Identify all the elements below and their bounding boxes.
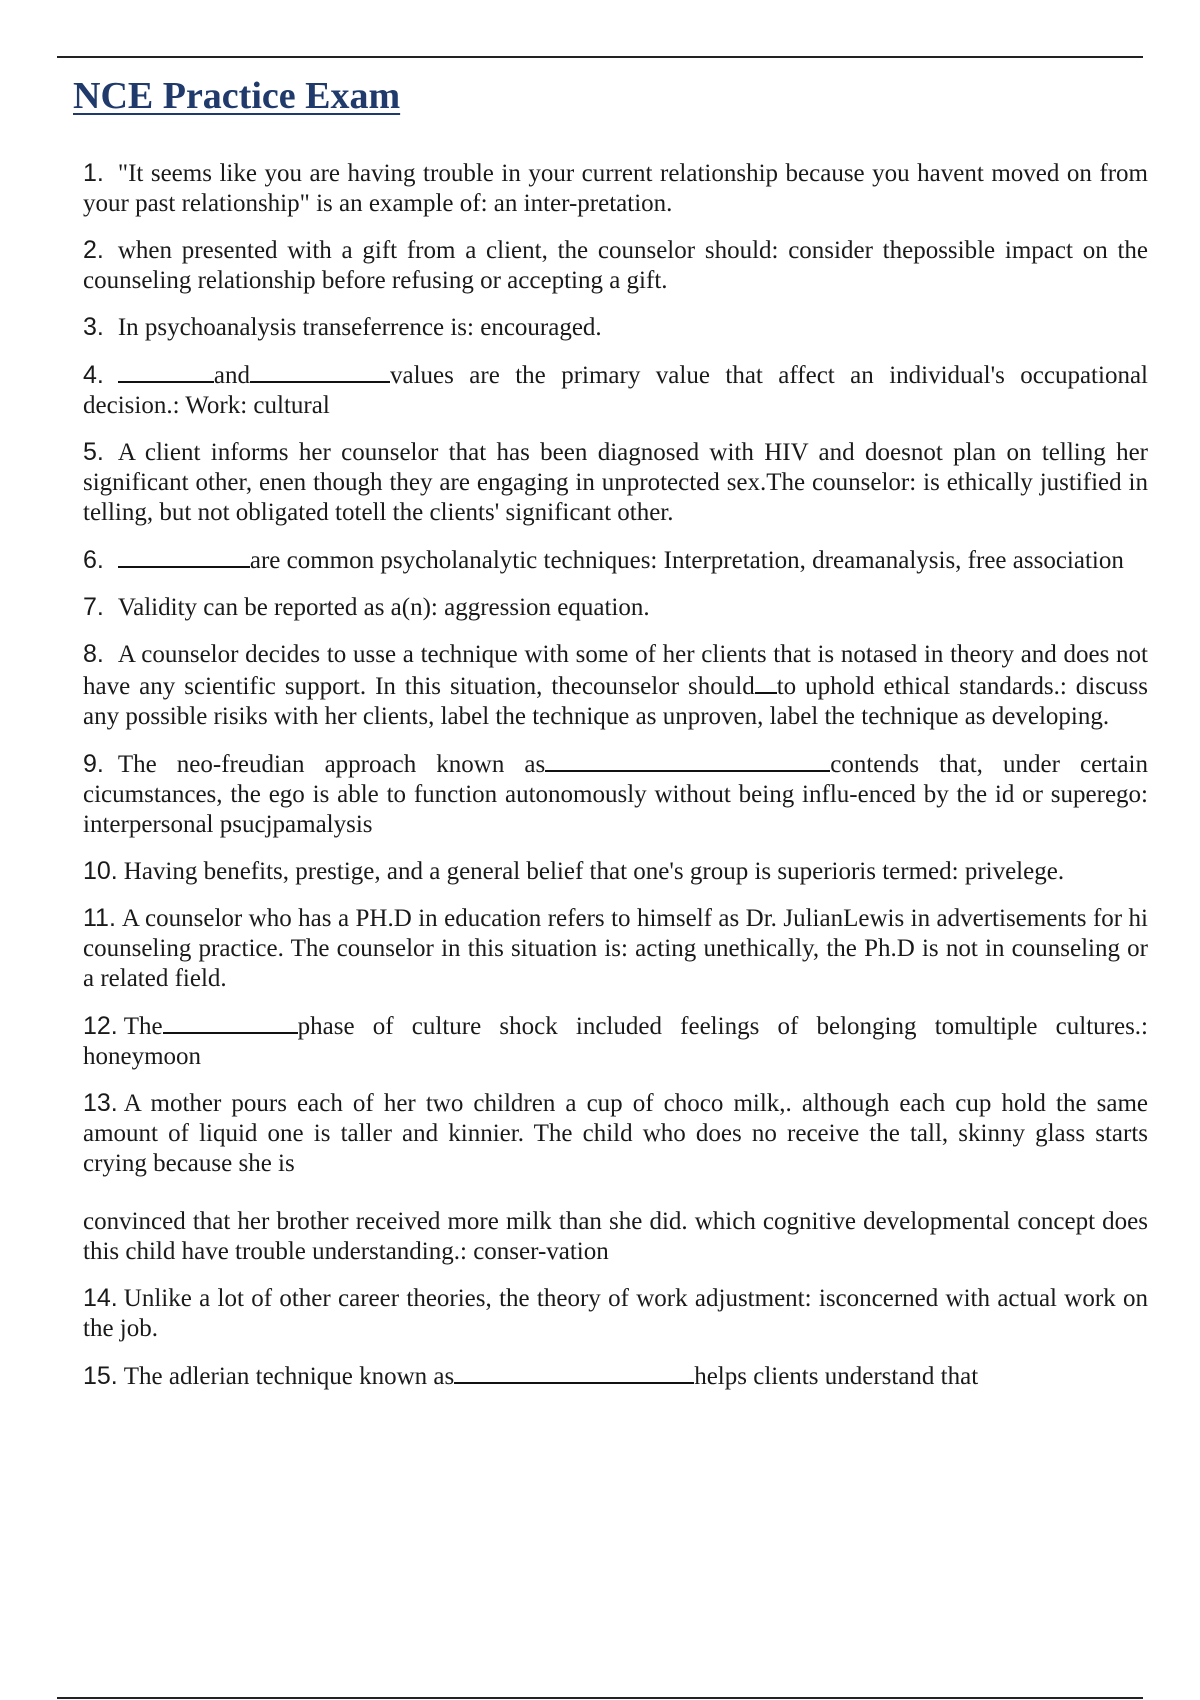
question-number: 13.	[83, 1089, 118, 1117]
question-text: Validity can be reported as a(n): aggression equation.	[117, 594, 650, 621]
question-8	[83, 639, 1148, 732]
question-3	[83, 312, 1148, 343]
question-text: In psychoanalysis transeferrence is: encouraged.	[117, 314, 602, 341]
question-number: 11.	[83, 904, 116, 932]
question-list	[83, 158, 1148, 1408]
question-9	[83, 748, 1148, 840]
question-6	[83, 544, 1148, 576]
question-text: The	[123, 1013, 163, 1040]
question-text: A mother pours each of her two children a cup of choco milk,. although each cup hold the same amount of liquid one is taller and kinnier. The child who does no receive the tall, skinny glass starts crying because she is	[83, 1090, 1148, 1177]
question-number: 5.	[83, 438, 104, 466]
question-number: 3.	[83, 313, 104, 341]
page-title: NCE Practice Exam	[73, 75, 401, 117]
answer-blank	[250, 359, 390, 383]
answer-blank	[163, 1010, 298, 1034]
question-7	[83, 592, 1148, 623]
answer-blank	[118, 544, 250, 568]
bottom-rule	[57, 1697, 1143, 1699]
question-number: 6.	[83, 546, 104, 574]
question-number: 9.	[83, 750, 104, 778]
question-15	[83, 1360, 1148, 1392]
answer-blank	[118, 359, 214, 383]
question-text: "It seems like you are having trouble in your current relationship because you havent moved on from your past relationship" is an example of: an inter-pretation.	[83, 160, 1148, 217]
question-5	[83, 437, 1148, 528]
question-number: 12.	[83, 1012, 118, 1040]
question-number: 10.	[83, 857, 118, 885]
question-11	[83, 903, 1148, 994]
question-text: to uphold ethical standards.: discuss any possible risiks with her clients, label the technique as unproven, label the technique as developing.	[83, 673, 1148, 730]
question-1	[83, 158, 1148, 219]
top-rule	[57, 56, 1143, 58]
question-number: 4.	[83, 361, 104, 389]
question-13	[83, 1088, 1148, 1179]
question-text: values are the primary value that affect an individual's occupational decision.: Work: cultural	[83, 362, 1148, 419]
question-text: The adlerian technique known as	[123, 1363, 455, 1390]
question-text: helps clients understand that	[694, 1363, 979, 1390]
question-text: Having benefits, prestige, and a general belief that one's group is superioris termed: privelege.	[123, 858, 1065, 885]
answer-blank	[755, 670, 777, 694]
question-text: Unlike a lot of other career theories, the theory of work adjustment: isconcerned with actual work on the job.	[83, 1285, 1148, 1342]
question-number: 7.	[83, 593, 104, 621]
question-text: and	[213, 362, 250, 389]
question-number: 1.	[83, 159, 104, 187]
question-number: 2.	[83, 236, 104, 264]
question-number: 8.	[83, 640, 104, 668]
question-text: phase of culture shock included feelings of belonging tomultiple cultures.: honeymoon	[83, 1013, 1148, 1070]
question-text: convinced that her brother received more milk than she did. which cognitive developmental concept does this child have trouble understanding.: conser-vation	[83, 1208, 1148, 1265]
question-text: A counselor decides to usse a technique with some of her clients that is notased in theory and does not have any scientific support. In this situation, thecounselor should	[83, 641, 1148, 700]
question-text: A client informs her counselor that has been diagnosed with HIV and doesnot plan on telling her significant other, enen though they are engaging in unprotected sex.The counselor: is ethically justified in telling, but not obligated totell the clients' significant other.	[83, 439, 1148, 526]
question-text: when presented with a gift from a client, the counselor should: consider thepossible impact on the counseling relationship before refusing or accepting a gift.	[83, 237, 1148, 294]
question-13-continued	[83, 1207, 1148, 1267]
answer-blank	[545, 748, 830, 772]
question-text: A counselor who has a PH.D in education refers to himself as Dr. JulianLewis in advertisements for hi counseling practice. The counselor in this situation is: acting unethically, the Ph.D is not in counseling or a related field.	[83, 905, 1148, 992]
question-12	[83, 1010, 1148, 1072]
question-text: are common psycholanalytic techniques: Interpretation, dreamanalysis, free association	[249, 547, 1124, 574]
question-4	[83, 359, 1148, 421]
question-number: 15.	[83, 1362, 118, 1390]
question-text: The neo-freudian approach known as	[117, 751, 546, 778]
question-number: 14.	[83, 1284, 118, 1312]
question-text: contends that, under certain cicumstances, the ego is able to function autonomously without being influ-enced by the id or superego: interpersonal psucjpamalysis	[83, 751, 1148, 838]
question-14	[83, 1283, 1148, 1344]
answer-blank	[454, 1360, 694, 1384]
question-2	[83, 235, 1148, 296]
question-10	[83, 856, 1148, 887]
